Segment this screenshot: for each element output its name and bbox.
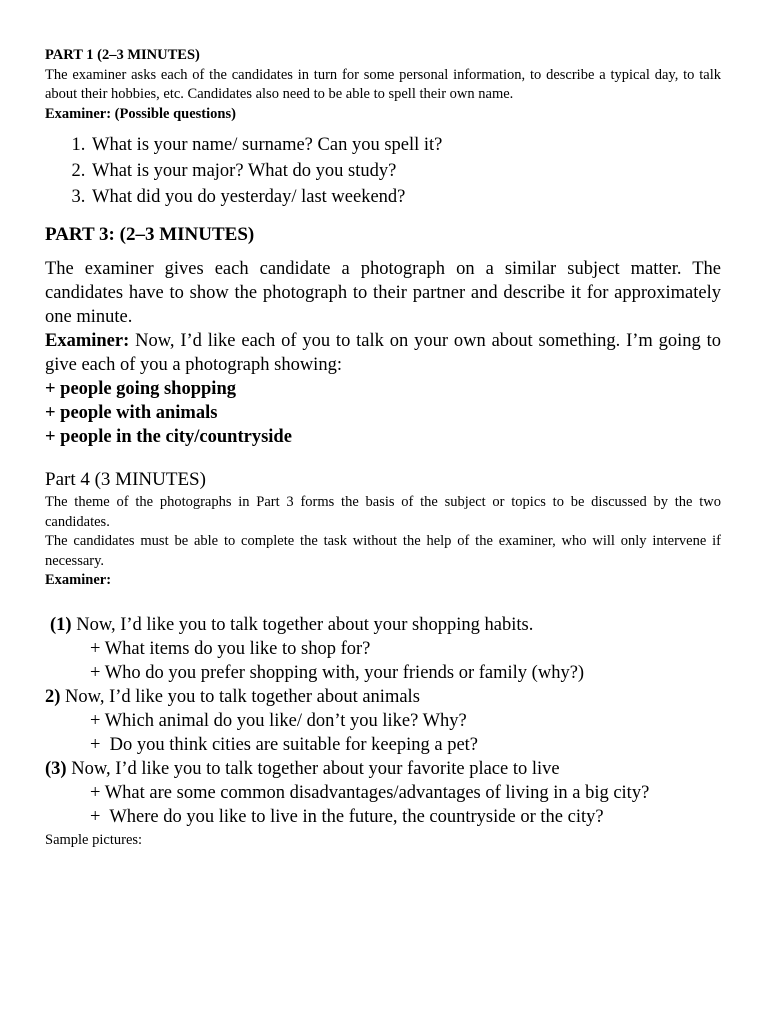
part3-topic-animals: + people with animals [45,403,218,423]
part3-examiner-label: Examiner: [45,331,130,351]
part3-intro: The examiner gives each candidate a photograph on a similar subject matter. The candidates have to show the photograph to their partner and describe it for approximately one minute. [45,259,721,327]
part4-question-3-sub-2: + Where do you like to live in the future, the countryside or the city? [90,806,604,827]
part4-question-1-sub-2: + Who do you prefer shopping with, your friends or family (why?) [90,662,585,683]
part4-intro-1: The theme of the photographs in Part 3 forms the basis of the subject or topics to be discussed by the two candidates. [45,494,721,530]
part4-question-1-sub-1: + What items do you like to shop for? [90,638,371,659]
part4-question-1-prompt: Now, I’d like you to talk together about your shopping habits. [71,614,534,635]
part3-examiner-text: Now, I’d like each of you to talk on your own about something. I’m going to give each of you a photograph showing: [45,331,721,375]
part1-intro: The examiner asks each of the candidates in turn for some personal information, to describe a typical day, to talk about their hobbies, etc. Candidates also need to be able to spell their own name. [45,66,721,102]
part4-question-3 [45,757,721,781]
part1-examiner-label: Examiner: (Possible questions) [45,105,236,122]
part3-topic-city: + people in the city/countryside [45,427,292,447]
document-page [45,46,721,850]
part4-question-3-prompt: Now, I’d like you to talk together about your favorite place to live [66,758,560,779]
part4-examiner-label: Examiner: [45,572,112,588]
part3-examiner-line [45,329,721,377]
part1-question-1: 1. What is your name/ surname? Can you spell it? [90,132,721,158]
part3-section [45,223,721,449]
part4-question-2-prompt: Now, I’d like you to talk together about animals [60,686,420,707]
part3-heading: PART 3: (2–3 MINUTES) [45,224,255,245]
part1-heading: PART 1 (2–3 MINUTES) [45,47,200,63]
part4-question-1-num: (1) [50,614,72,635]
part1-section [45,46,721,210]
part4-question-3-num: (3) [45,758,67,779]
part4-question-2-sub-2: + Do you think cities are suitable for keeping a pet? [90,734,479,755]
part4-question-2-num: 2) [45,686,61,707]
sample-pictures-label: Sample pictures: [45,831,143,848]
part4-question-1 [45,613,721,637]
part4-question-3-sub-1: + What are some common disadvantages/advantages of living in a big city? [90,782,650,803]
part4-question-2-sub-1: + Which animal do you like/ don’t you like? Why? [90,710,467,731]
part4-question-block [45,613,721,829]
part4-section [45,468,721,850]
part1-question-3: 3. What did you do yesterday/ last weekend? [90,184,721,210]
part4-heading: Part 4 (3 MINUTES) [45,469,206,490]
part3-topic-shopping: + people going shopping [45,379,236,399]
part1-question-2: 2. What is your major? What do you study? [90,158,721,184]
part4-question-2 [45,685,721,709]
part1-question-list [45,132,721,210]
part4-intro-2: The candidates must be able to complete the task without the help of the examiner, who will only intervene if necessary. [45,533,721,569]
